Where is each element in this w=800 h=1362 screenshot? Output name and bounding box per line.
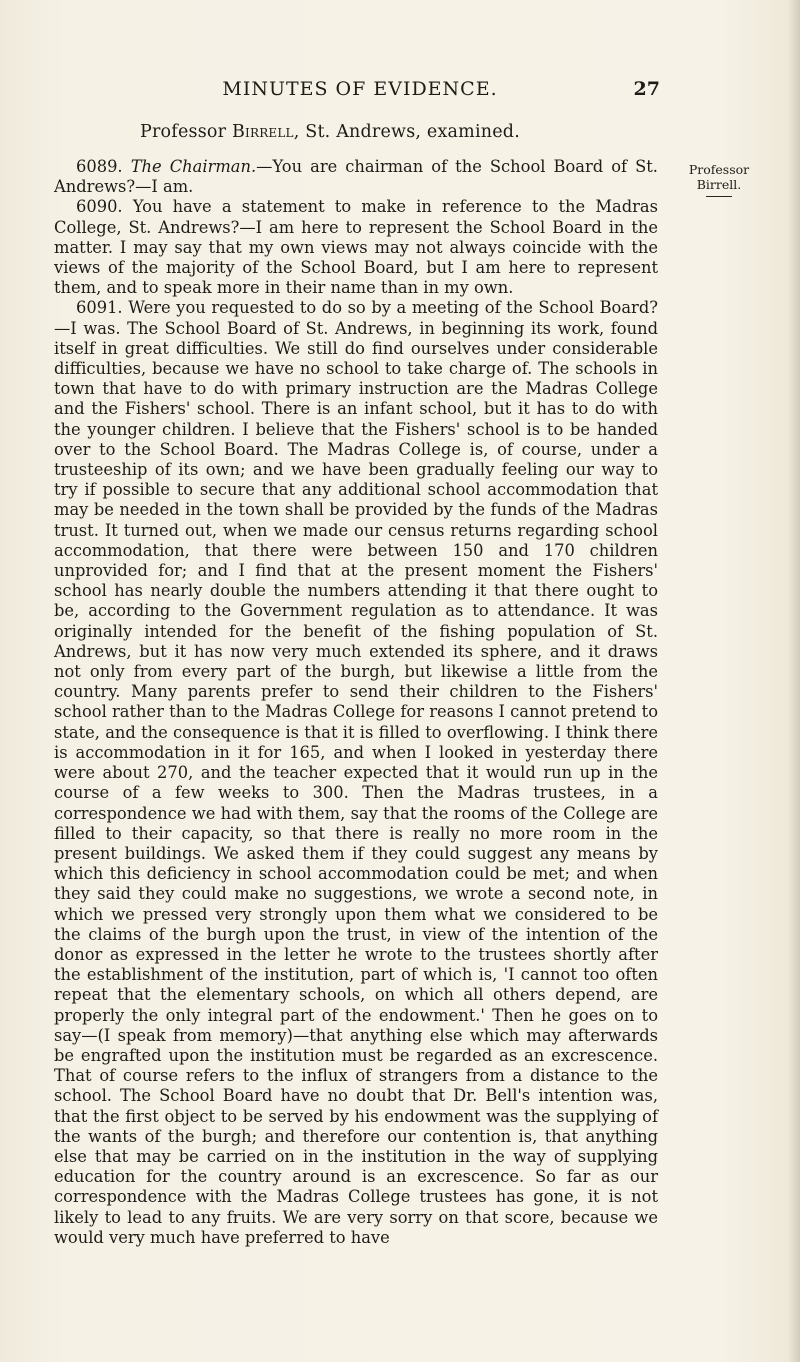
margin-note bbox=[679, 162, 759, 197]
question-number: 6091. bbox=[76, 298, 123, 318]
running-title: MINUTES OF EVIDENCE. bbox=[222, 78, 498, 100]
question-paragraph bbox=[54, 197, 658, 298]
paragraph-text: —You are chairman of the School Board of St. Andrews?—I am. bbox=[54, 157, 658, 197]
margin-note-line2: Birrell. bbox=[696, 177, 742, 192]
witness-name: Birrell bbox=[231, 122, 294, 142]
page-header bbox=[60, 78, 660, 108]
page-number: 27 bbox=[633, 78, 660, 100]
paragraph-text: Were you requested to do so by a meeting of the School Board?—I was. The School Board of St. Andrews, in beginning its work, found itself in great difficulties. We still do find ourselves under considerable difficulties, because we have no school to take charge of. The schools in town that have to do with primary instruction are the Madras College and the Fishers' school. There is an infant school, but it has to do with the younger children. I believe that the Fishers' school is to be handed over to the School Board. The Madras College is, of course, under a trusteeship of its own; and we have been gradually feeling our way to try if possible to secure that any additional school accommodation that may be needed in the town shall be provided by the funds of the Madras trust. It turned out, when we made our census returns regarding school accommodation, that there were between 150 and 170 children unprovided for; and I find that at the present moment the Fishers' school has nearly double the numbers attending it that there ought to be, according to the Government regulation as to attendance. It was originally intended for the benefit of the fishing population of St. Andrews, but it has now very much extended its sphere, and it draws not only from every part of the burgh, but likewise a little from the country. Many parents prefer to send their children to the Fishers' school rather than to the Madras College for reasons I cannot pretend to state, and the consequence is that it is filled to overflowing. I think there is accommodation in it for 165, and when I looked in yesterday there were about 270, and the teacher expected that it would run up in the course of a few weeks to 300. Then the Madras trustees, in a correspondence we had with them, say that the rooms of the College are filled to their capacity, so that there is really no more room in the present buildings. We asked them if they could suggest any means by which this deficiency in school accommodation could be met; and when they said they could make no suggestions, we wrote a second note, in which we pressed very strongly upon them what we considered to be the claims of the burgh upon the trust, in view of the intention of the donor as expressed in the letter he wrote to the trustees shortly after the establishment of the institution, part of which is, 'I cannot too often repeat that the elementary schools, on which all others depend, are properly the only integral part of the endowment.' Then he goes on to say—(I speak from memory)—that anything else which may afterwards be engrafted upon the institution must be regarded as an excrescence. That of course refers to the influx of strangers from a distance to the school. The School Board have no doubt that Dr. Bell's intention was, that the first object to be served by his endowment was the supplying of the wants of the burgh; and therefore our contention is, that anything else that may be carried on in the institution in the way of supplying education for the country around is an excrescence. So far as our correspondence with the Madras College trustees has gone, it is not likely to lead to any fruits. We are very sorry on that score, because we would very much have preferred to have bbox=[54, 298, 658, 1247]
question-paragraph bbox=[54, 157, 658, 197]
witness-heading-rest: , St. Andrews, examined. bbox=[293, 122, 520, 142]
question-paragraph bbox=[54, 298, 658, 1248]
speaker-name: The Chairman. bbox=[130, 157, 257, 176]
question-number: 6089. bbox=[76, 157, 123, 176]
evidence-body bbox=[54, 157, 658, 1248]
page-edge-shadow bbox=[788, 0, 800, 1362]
margin-note-line1: Professor bbox=[688, 162, 750, 177]
margin-note-rule bbox=[706, 196, 732, 197]
paragraph-text: You have a statement to make in reference to the Madras College, St. Andrews?—I am here to represent the School Board in the matter. I may say that my own views may not always coincide with the views of the majority of the School Board, but I am here to represent them, and to speak more in their name than in my own. bbox=[54, 197, 658, 298]
question-number: 6090. bbox=[76, 197, 123, 217]
witness-title: Professor bbox=[140, 122, 227, 142]
witness-heading bbox=[140, 122, 520, 142]
